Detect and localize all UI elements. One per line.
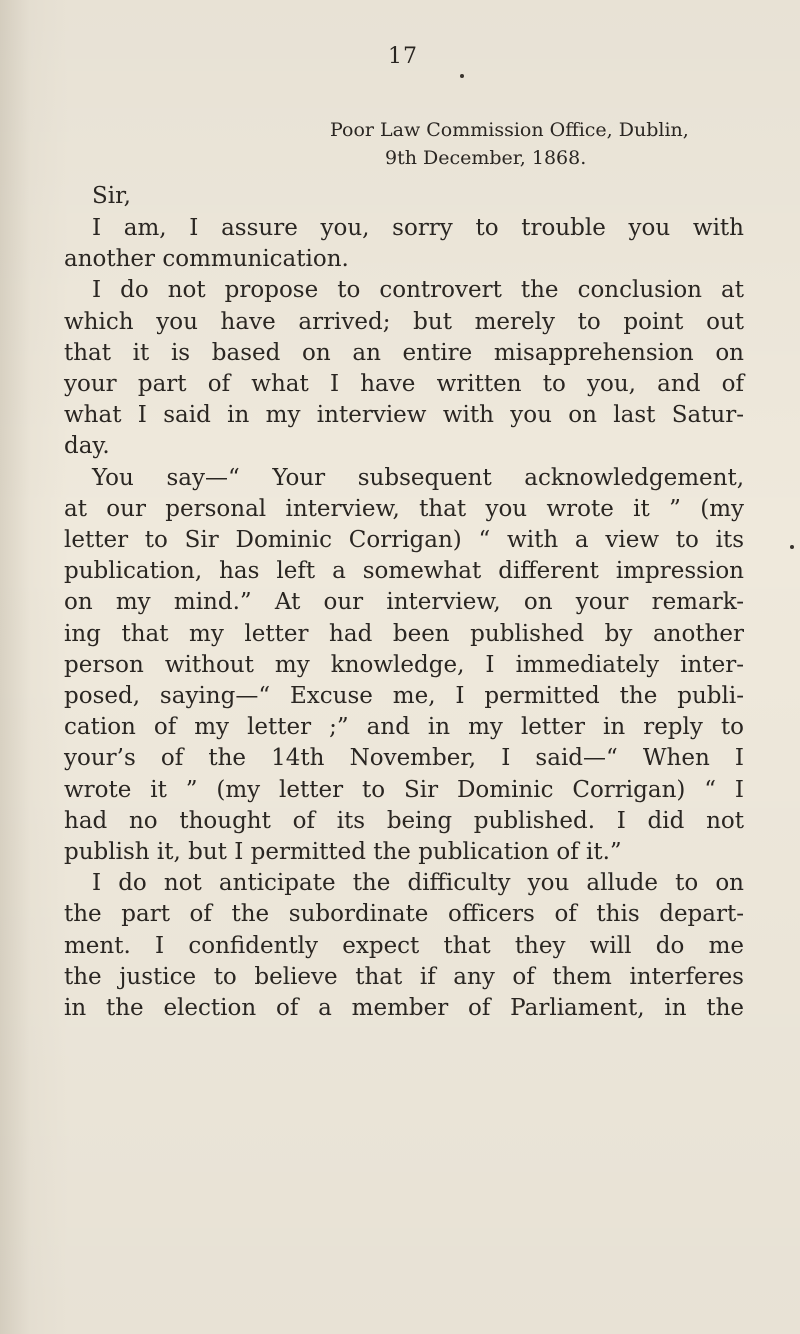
text-line: publish it, but I permitted the publication of it.” [64,839,622,866]
text-line: on my mind.” At our interview, on your remark- [64,589,744,616]
text-line: another communication. [64,246,349,273]
text-line: I do not propose to controvert the conclusion at [92,277,744,304]
text-line: I do not anticipate the difficulty you allude to on [92,870,744,897]
dateline-date: 9th December, 1868. [385,147,587,169]
text-line: ing that my letter had been published by another [64,620,744,647]
text-line: the part of the subordinate officers of this depart- [64,901,744,928]
text-line: I am, I assure you, sorry to trouble you with [92,215,744,241]
page-number: 17 [388,44,418,69]
text-line: in the election of a member of Parliament, in the [64,995,744,1022]
text-line: letter to Sir Dominic Corrigan) “ with a view to its [64,527,744,554]
text-line: that it is based on an entire misapprehension on [64,339,744,366]
text-line: person without my knowledge, I immediately inter- [64,651,744,678]
text-line: ment. I confidently expect that they will do me [64,932,744,959]
text-line: You say—“ Your subsequent acknowledgement, [92,464,744,491]
text-line: had no thought of its being published. I did not [64,807,744,834]
text-line: which you have arrived; but merely to point out [64,308,744,335]
dateline-place: Poor Law Commission Office, Dublin, [330,119,689,141]
text-line: day. [64,433,110,460]
letter-body [64,213,744,1024]
text-line: your’s of the 14th November, I said—“ When I [64,745,744,772]
text-line: wrote it ” (my letter to Sir Dominic Corrigan) “ I [64,776,744,803]
text-line: your part of what I have written to you, and of [64,371,744,398]
text-line: cation of my letter ;” and in my letter in reply to [64,714,744,741]
salutation: Sir, [92,183,131,209]
text-line: what I said in my interview with you on last Satur- [64,402,744,429]
text-line: publication, has left a somewhat different impression [64,558,744,585]
stray-mark [790,545,794,549]
text-line: posed, saying—“ Excuse me, I permitted the publi- [64,683,744,710]
text-line: at our personal interview, that you wrote it ” (my [64,495,744,522]
stray-mark [460,74,464,78]
text-line: the justice to believe that if any of them interferes [64,963,744,990]
